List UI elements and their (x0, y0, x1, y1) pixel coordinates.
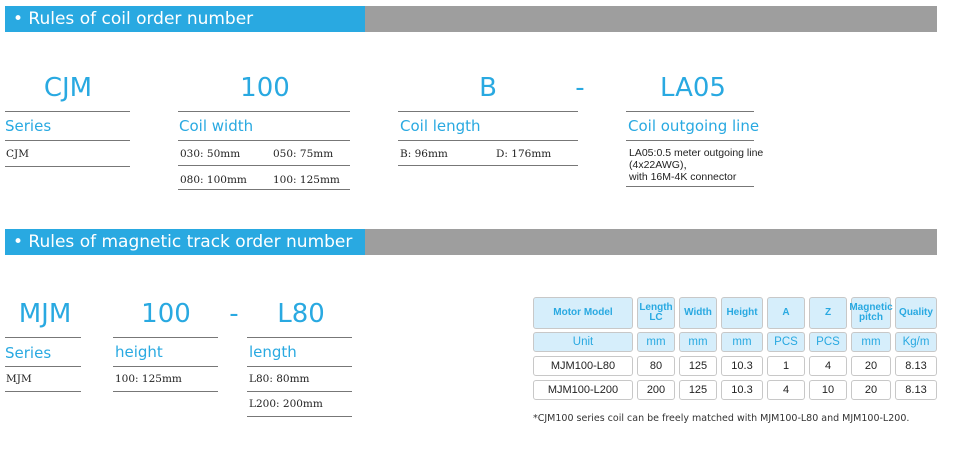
divider (398, 140, 578, 141)
label-series: Series (5, 117, 52, 135)
code-outgoing: LA05 (660, 73, 726, 103)
track-length-value: L80: 80mm (249, 373, 310, 385)
section-title-coil: • Rules of coil order number (5, 6, 365, 32)
code-dash: - (575, 73, 585, 103)
length-value: D: 176mm (496, 148, 552, 160)
table-cell: 80 (637, 356, 675, 376)
divider (626, 111, 754, 112)
code-width: 100 (240, 73, 290, 103)
table-cell: 8.13 (895, 356, 937, 376)
divider (178, 111, 350, 112)
divider (5, 111, 130, 112)
table-cell: 4 (767, 380, 805, 400)
section-banner-coil (5, 6, 937, 32)
label-coil-length: Coil length (400, 117, 481, 135)
outgoing-value-line: LA05:0.5 meter outgoing line (629, 147, 764, 159)
divider (178, 165, 350, 166)
width-value: 100: 125mm (273, 174, 340, 186)
table-unit: mm (679, 332, 717, 352)
width-value: 080: 100mm (180, 174, 247, 186)
table-cell: 200 (637, 380, 675, 400)
label-track-length: length (249, 343, 297, 361)
section-banner-track (5, 229, 937, 255)
table-header: Magnetic pitch (851, 297, 891, 329)
section-title-track: • Rules of magnetic track order number (5, 229, 365, 255)
divider (5, 140, 130, 141)
divider (5, 366, 81, 367)
table-note: *CJM100 series coil can be freely matched with MJM100-L80 and MJM100-L200. (533, 413, 910, 424)
table-cell: 10.3 (721, 380, 763, 400)
label-coil-width: Coil width (179, 117, 254, 135)
code-track-length: L80 (277, 299, 325, 329)
divider (113, 337, 218, 338)
divider (626, 140, 754, 141)
table-cell: 10 (809, 380, 847, 400)
divider (5, 166, 130, 167)
table-header: Z (809, 297, 847, 329)
code-track-series: MJM (18, 299, 72, 329)
table-header: Width (679, 297, 717, 329)
label-track-series: Series (5, 344, 52, 362)
table-header: A (767, 297, 805, 329)
table-unit: mm (851, 332, 891, 352)
divider (247, 366, 352, 367)
width-value: 050: 75mm (273, 148, 334, 160)
divider (398, 111, 578, 112)
divider (113, 391, 218, 392)
divider (398, 165, 578, 166)
table-cell: 1 (767, 356, 805, 376)
table-header: Length LC (637, 297, 675, 329)
code-length: B (479, 73, 497, 103)
divider (5, 391, 81, 392)
outgoing-value-line: (4x22AWG)， (629, 159, 694, 171)
divider (178, 189, 350, 190)
table-cell: 125 (679, 356, 717, 376)
table-cell: 20 (851, 380, 891, 400)
divider (113, 366, 218, 367)
track-series-value: MJM (6, 373, 32, 385)
table-cell: 8.13 (895, 380, 937, 400)
divider (247, 416, 352, 417)
table-header: Motor Model (533, 297, 633, 329)
length-value: B: 96mm (400, 148, 448, 160)
table-header: Height (721, 297, 763, 329)
table-unit: PCS (809, 332, 847, 352)
table-cell: 4 (809, 356, 847, 376)
series-value: CJM (6, 148, 29, 160)
divider (247, 391, 352, 392)
outgoing-value-line: with 16M-4K connector (629, 171, 737, 183)
table-unit: Unit (533, 332, 633, 352)
table-unit: Kg/m (895, 332, 937, 352)
track-length-value: L200: 200mm (249, 398, 323, 410)
track-height-value: 100: 125mm (115, 373, 182, 385)
label-coil-outgoing: Coil outgoing line (628, 117, 760, 135)
code-track-height: 100 (141, 299, 191, 329)
table-cell: 125 (679, 380, 717, 400)
table-cell: MJM100-L200 (533, 380, 633, 400)
table-unit: mm (721, 332, 763, 352)
divider (626, 186, 754, 187)
table-unit: PCS (767, 332, 805, 352)
table-cell: 20 (851, 356, 891, 376)
table-unit: mm (637, 332, 675, 352)
code-track-dash: - (229, 299, 239, 329)
code-series: CJM (43, 73, 93, 103)
divider (247, 337, 352, 338)
divider (178, 140, 350, 141)
divider (5, 337, 81, 338)
label-track-height: height (115, 343, 163, 361)
table-cell: 10.3 (721, 356, 763, 376)
table-cell: MJM100-L80 (533, 356, 633, 376)
width-value: 030: 50mm (180, 148, 241, 160)
table-header: Quality (895, 297, 937, 329)
